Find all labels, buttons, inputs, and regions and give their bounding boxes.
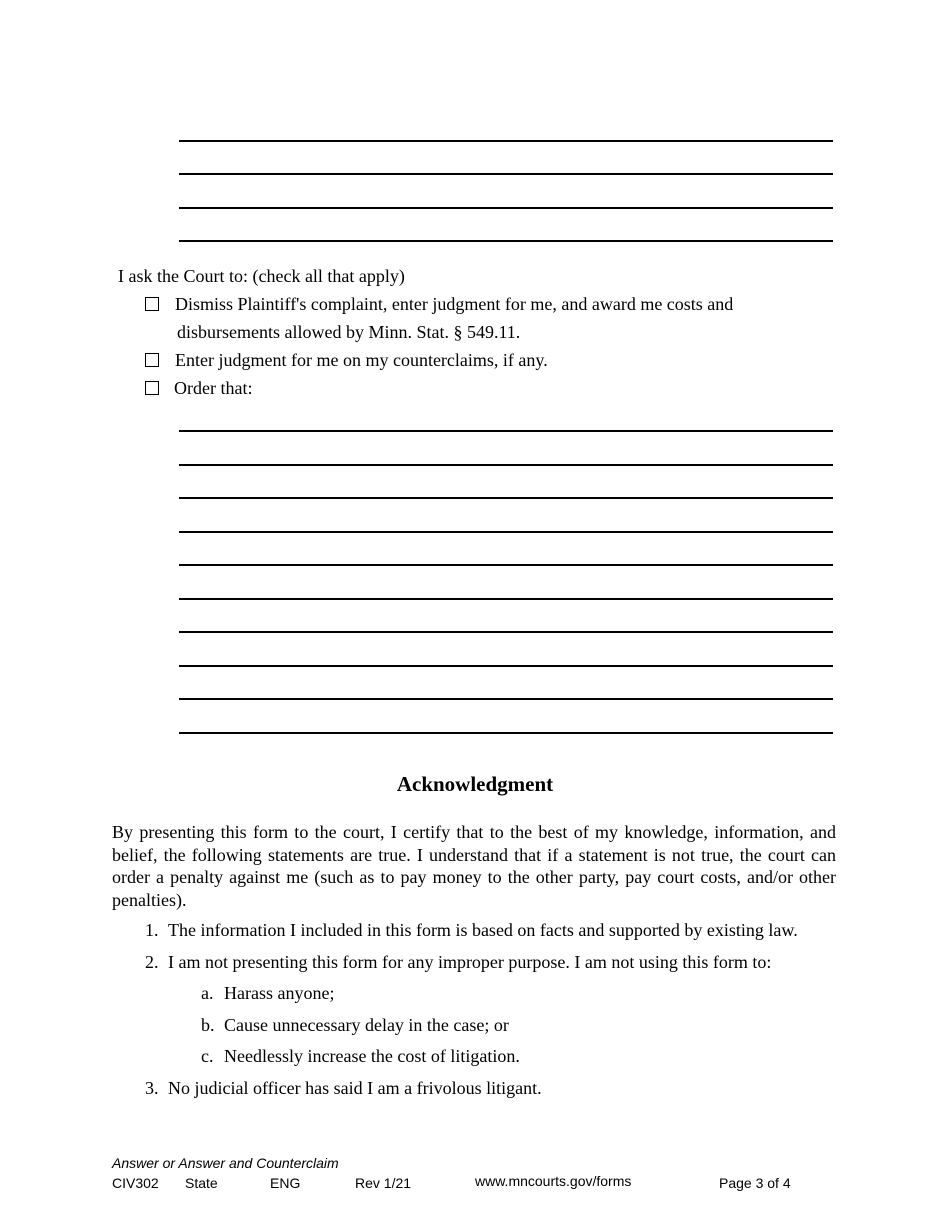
footer-page-number: Page 3 of 4 [719, 1175, 791, 1191]
order-blank-line[interactable] [179, 464, 833, 466]
subitem-text: Cause unnecessary delay in the case; or [224, 1015, 509, 1035]
order-blank-line[interactable] [179, 564, 833, 566]
subitem-letter: b. [201, 1015, 215, 1035]
blank-line[interactable] [179, 173, 833, 175]
order-blank-line[interactable] [179, 430, 833, 432]
footer-form-title: Answer or Answer and Counterclaim [112, 1155, 339, 1171]
order-blank-line[interactable] [179, 531, 833, 533]
footer-jurisdiction: State [185, 1175, 218, 1191]
subitem-text: Needlessly increase the cost of litigation. [224, 1046, 520, 1066]
order-blank-line[interactable] [179, 732, 833, 734]
order-blank-line[interactable] [179, 497, 833, 499]
blank-line[interactable] [179, 140, 833, 142]
order-blank-line[interactable] [179, 598, 833, 600]
order-blank-line[interactable] [179, 665, 833, 667]
checkbox-order-that[interactable] [145, 381, 159, 395]
option-dismiss-line1: Dismiss Plaintiff's complaint, enter judgment for me, and award me costs and [175, 294, 734, 314]
footer-form-code: CIV302 [112, 1175, 159, 1191]
footer-website[interactable]: www.mncourts.gov/forms [475, 1173, 632, 1189]
subitem-text: Harass anyone; [224, 983, 335, 1003]
item-text: I am not presenting this form for any improper purpose. I am not using this form to: [168, 952, 772, 972]
option-dismiss-line2: disbursements allowed by Minn. Stat. § 549.11. [177, 322, 521, 342]
checkbox-counterclaims[interactable] [145, 353, 159, 367]
checkbox-dismiss[interactable] [145, 297, 159, 311]
subitem-letter: a. [201, 983, 214, 1003]
option-counterclaims: Enter judgment for me on my counterclaims, if any. [175, 350, 548, 370]
option-order-that: Order that: [174, 378, 253, 398]
acknowledgment-paragraph: By presenting this form to the court, I certify that to the best of my knowledge, information, and belief, the following statements are true. I understand that if a statement is not true, the court can order a penalty against me (such as to pay money to the other party, pay court costs, and/or other penalties). [112, 822, 836, 910]
ask-court-intro: I ask the Court to: (check all that apply) [118, 266, 405, 286]
item-text: No judicial officer has said I am a frivolous litigant. [168, 1078, 542, 1098]
blank-line[interactable] [179, 240, 833, 242]
footer-language: ENG [270, 1175, 301, 1191]
item-number: 2. [145, 952, 159, 972]
item-text: The information I included in this form is based on facts and supported by existing law. [168, 920, 798, 940]
footer-revision: Rev 1/21 [355, 1175, 412, 1191]
item-number: 1. [145, 920, 159, 940]
subitem-letter: c. [201, 1046, 214, 1066]
order-blank-line[interactable] [179, 698, 833, 700]
acknowledgment-title: Acknowledgment [396, 772, 554, 796]
item-number: 3. [145, 1078, 159, 1098]
order-blank-line[interactable] [179, 631, 833, 633]
blank-line[interactable] [179, 207, 833, 209]
